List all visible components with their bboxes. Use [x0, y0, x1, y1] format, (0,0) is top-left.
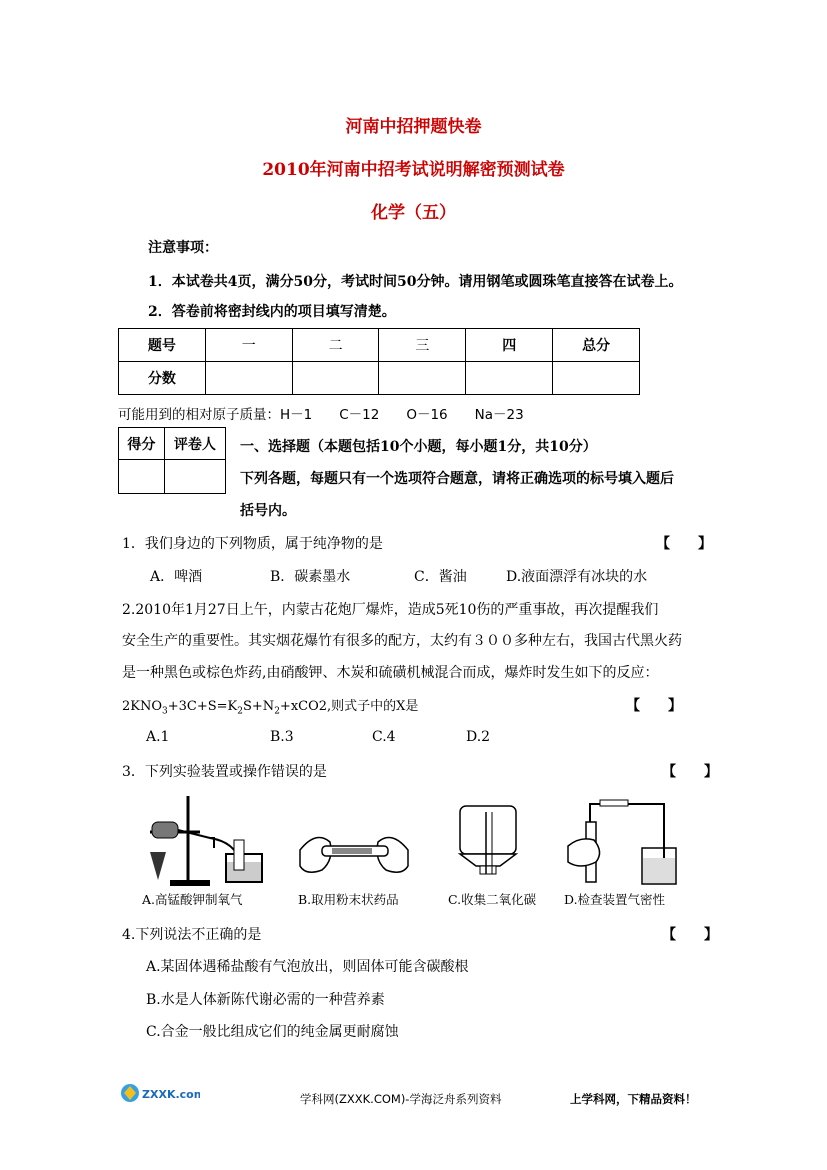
score-table-header-label: 题号	[119, 329, 206, 362]
score-cell[interactable]	[205, 362, 292, 395]
equation-subscript: 2	[237, 706, 243, 717]
score-cell[interactable]	[379, 362, 466, 395]
zxxk-logo-icon	[118, 1080, 200, 1106]
equation-subscript: 3	[162, 706, 168, 717]
q4-option-a: A.某固体遇稀盐酸有气泡放出，则固体可能含碳酸根	[146, 959, 469, 975]
grader-name-cell[interactable]	[164, 460, 225, 494]
score-table-col-1: 一	[205, 329, 292, 362]
score-cell[interactable]	[553, 362, 640, 395]
q2-option-a: A.1	[146, 729, 170, 745]
q3-caption-c: C.收集二氧化碳	[448, 892, 537, 907]
potassium-permanganate-apparatus-figure	[140, 792, 270, 888]
title-exam: 2010年河南中招考试说明解密预测试卷	[262, 160, 565, 180]
title-series: 河南中招押题快卷	[345, 117, 482, 137]
equation-subscript: 2	[274, 706, 280, 717]
score-table-col-total: 总分	[553, 329, 640, 362]
equation-part: S+N	[243, 699, 275, 714]
score-table-col-3: 三	[379, 329, 466, 362]
q1-option-b: B．碳素墨水	[270, 569, 351, 585]
score-table-col-4: 四	[466, 329, 553, 362]
zxxk-logo[interactable]	[118, 1080, 200, 1106]
grader-box-score-label: 得分	[119, 428, 165, 460]
q1-stem: 1．我们身边的下列物质，属于纯净物的是	[122, 536, 383, 552]
checking-airtightness-figure	[560, 796, 678, 888]
equation-part: +3C+S=K	[167, 699, 238, 714]
equation-part: 2KNO	[122, 699, 163, 714]
q3-answer-bracket[interactable]: 【 】	[662, 764, 718, 780]
score-table-score-label: 分数	[119, 362, 206, 395]
q2-equation	[122, 695, 418, 717]
q1-option-c: C．酱油	[414, 569, 467, 585]
zxxk-logo-text: ZXXK.com	[142, 1088, 200, 1101]
q3-stem: 3．下列实验装置或操作错误的是	[122, 764, 327, 780]
taking-powder-figure	[296, 820, 412, 886]
q2-line-1: 2.2010年1月27日上午，内蒙古花炮厂爆炸，造成5死10伤的严重事故，再次提醒我们	[122, 602, 659, 618]
notice-heading: 注意事项：	[148, 240, 218, 256]
q4-option-c: C.合金一般比组成它们的纯金属更耐腐蚀	[146, 1024, 399, 1040]
q4-stem: 4.下列说法不正确的是	[122, 927, 262, 943]
q2-answer-bracket[interactable]: 【 】	[626, 698, 682, 714]
score-cell[interactable]	[292, 362, 379, 395]
section-1-instructions-line-2: 括号内。	[240, 503, 296, 519]
q3-caption-b: B.取用粉末状药品	[298, 892, 399, 907]
equation-part: +xCO2,则式子中的X是	[279, 699, 419, 714]
collecting-co2-figure	[452, 800, 528, 884]
q1-option-d: D.液面漂浮有冰块的水	[506, 569, 648, 585]
title-subject: 化学（五）	[371, 203, 456, 223]
grader-box-grader-label: 评卷人	[164, 428, 225, 460]
grader-score-cell[interactable]	[119, 460, 165, 494]
footer-slogan: 上学科网，下精品资料！	[570, 1092, 697, 1106]
q1-answer-bracket[interactable]: 【 】	[656, 536, 712, 552]
q3-caption-d: D.检查装置气密性	[564, 892, 666, 907]
atomic-masses: 可能用到的相对原子质量：H－1 C－12 O－16 Na－23	[118, 407, 524, 423]
score-cell[interactable]	[466, 362, 553, 395]
section-1-heading: 一、选择题（本题包括10个小题，每小题1分，共10分）	[240, 439, 597, 455]
q2-option-b: B.3	[270, 729, 294, 745]
q4-option-b: B.水是人体新陈代谢必需的一种营养素	[146, 992, 385, 1008]
section-1-instructions-line-1: 下列各题，每题只有一个选项符合题意，请将正确选项的标号填入题后	[240, 471, 674, 487]
q2-option-d: D.2	[466, 729, 491, 745]
q2-line-3: 是一种黑色或棕色炸药,由硝酸钾、木炭和硫磺机械混合而成，爆炸时发生如下的反应：	[122, 665, 659, 681]
score-table-col-2: 二	[292, 329, 379, 362]
q3-caption-a: A.高锰酸钾制氧气	[142, 892, 243, 907]
q2-line-2: 安全生产的重要性。其实烟花爆竹有很多的配方，太约有３００多种左右，我国古代黑火药	[122, 633, 682, 649]
grader-box	[118, 427, 226, 494]
notice-item-2: 2．答卷前将密封线内的项目填写清楚。	[148, 304, 396, 320]
q1-option-a: A．啤酒	[150, 569, 203, 585]
footer-source: 学科网(ZXXK.COM)-学海泛舟系列资料	[300, 1092, 502, 1106]
score-table	[118, 328, 640, 395]
q2-option-c: C.4	[372, 729, 396, 745]
notice-item-1: 1．本试卷共4页，满分50分，考试时间50分钟。请用钢笔或圆珠笔直接答在试卷上。	[148, 274, 683, 290]
q4-answer-bracket[interactable]: 【 】	[662, 927, 718, 943]
